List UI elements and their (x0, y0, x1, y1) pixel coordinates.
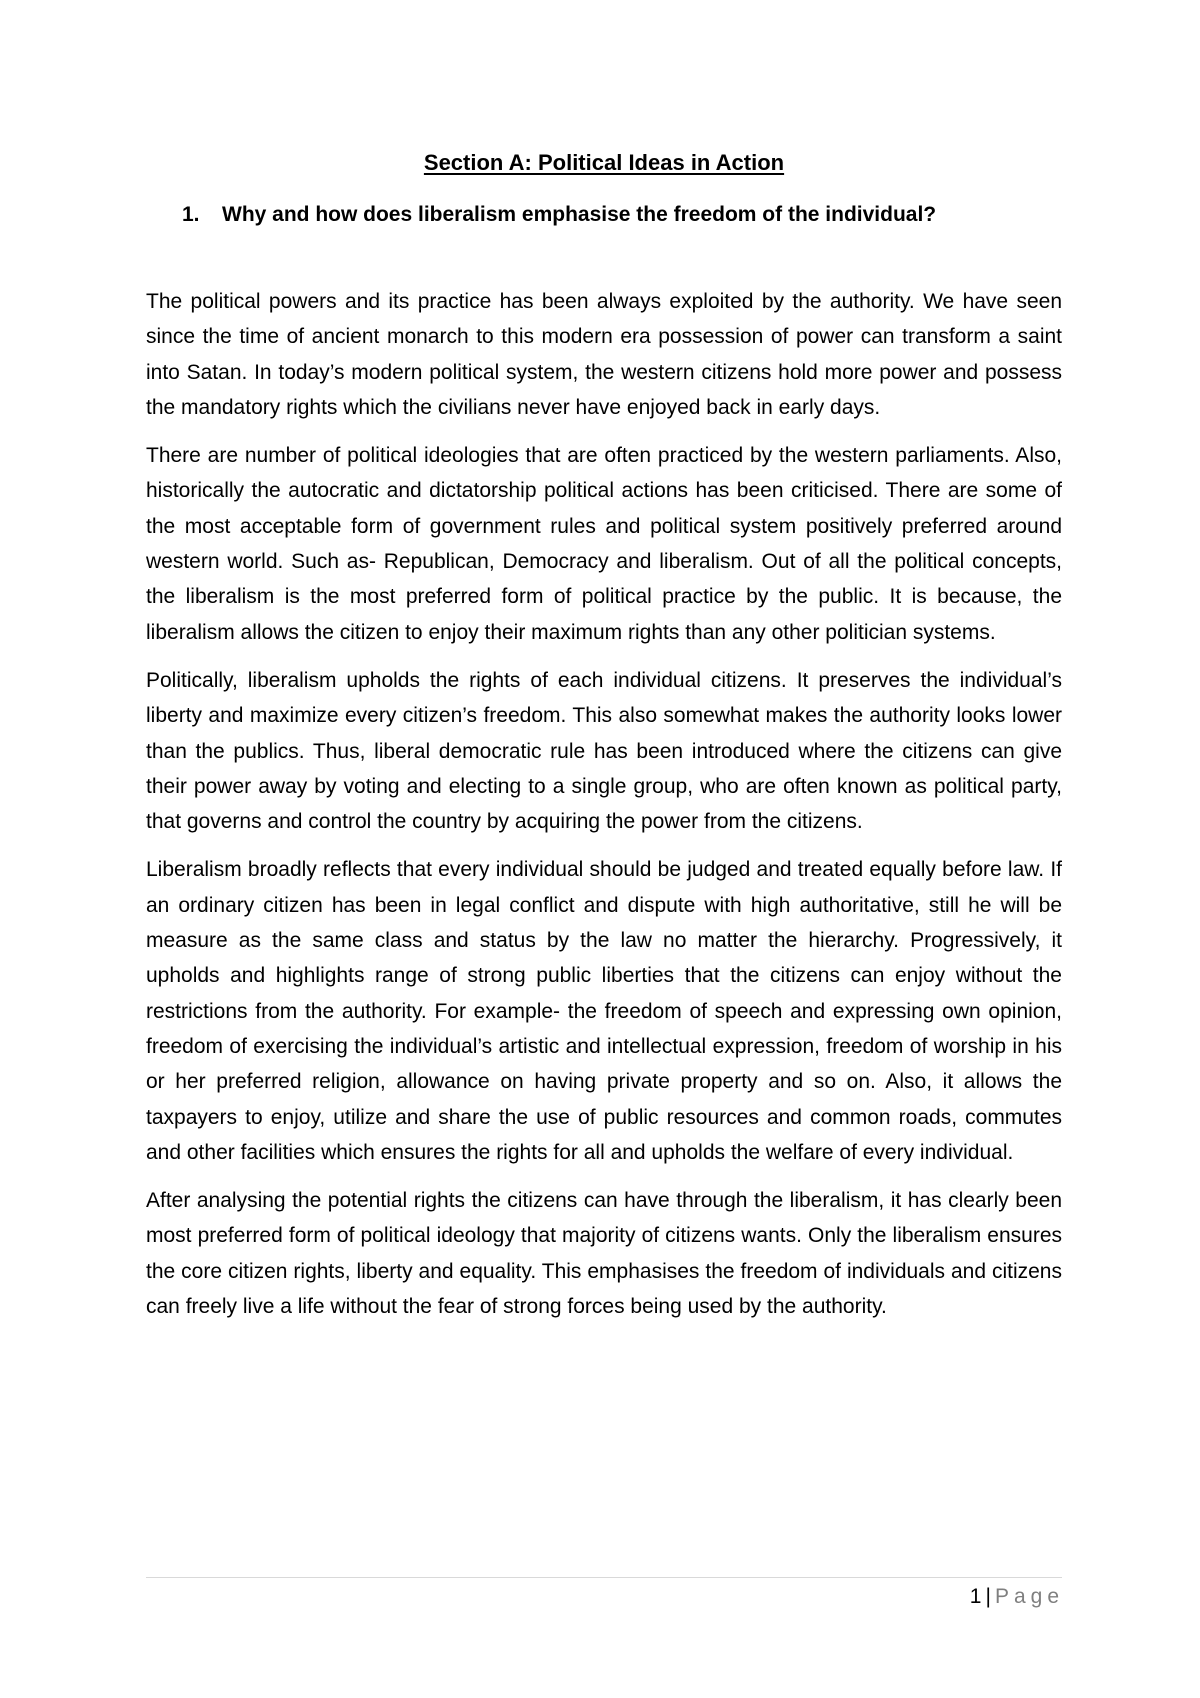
section-title: Section A: Political Ideas in Action (423, 150, 785, 175)
page-number: 1 (969, 1585, 982, 1608)
page-footer (970, 1582, 1064, 1612)
body-text (146, 284, 1062, 1337)
paragraph-1: The political powers and its practice has been always exploited by the authority. We have seen since the time of ancient monarch to this modern era possession of power can transform a saint into Satan. In today’s modern political system, the western citizens hold more power and possess the mandatory rights which the civilians never have enjoyed back in early days. (146, 290, 1062, 419)
question-text: Why and how does liberalism emphasise the freedom of the individual? (222, 203, 937, 226)
paragraph-3: Politically, liberalism upholds the rights of each individual citizens. It preserves the individual’s liberty and maximize every citizen’s freedom. This also somewhat makes the authority looks lower than the publics. Thus, liberal democratic rule has been introduced where the citizens can give their power away by voting and electing to a single group, who are often known as political party, that governs and control the country by acquiring the power from the citizens. (146, 668, 1062, 834)
paragraph-5: After analysing the potential rights the citizens can have through the liberalism, it has clearly been most preferred form of political ideology that majority of citizens wants. Only the liberalism ensures the core citizen rights, liberty and equality. This emphasises the freedom of individuals and citizens can freely live a life without the fear of strong forces being used by the authority. (146, 1189, 1062, 1319)
paragraph-2: There are number of political ideologies that are often practiced by the western parliaments. Also, historically the autocratic and dictatorship political actions has been criticised. There are some of the most acceptable form of government rules and political system positively preferred around western world. Such as- Republican, Democracy and liberalism. Out of all the political concepts, the liberalism is the most preferred form of political practice by the public. It is because, the liberalism allows the citizen to enjoy their maximum rights than any other politician systems. (146, 444, 1062, 644)
footer-divider (146, 1577, 1062, 1578)
page-label: Page (994, 1585, 1064, 1608)
paragraph-4: Liberalism broadly reflects that every individual should be judged and treated equally before law. If an ordinary citizen has been in legal conflict and dispute with high authoritative, still he will be measure as the same class and status by the law no matter the hierarchy. Progressively, it upholds and highlights range of strong public liberties that the citizens can enjoy without the restrictions from the authority. For example- the freedom of speech and expressing own opinion, freedom of exercising the individual’s artistic and intellectual expression, freedom of worship in his or her preferred religion, allowance on having private property and so on. Also, it allows the taxpayers to enjoy, utilize and share the use of public resources and common roads, commutes and other facilities which ensures the rights for all and upholds the welfare of every individual. (146, 858, 1062, 1164)
question-number: 1. (182, 203, 200, 226)
footer-separator: | (985, 1585, 991, 1608)
